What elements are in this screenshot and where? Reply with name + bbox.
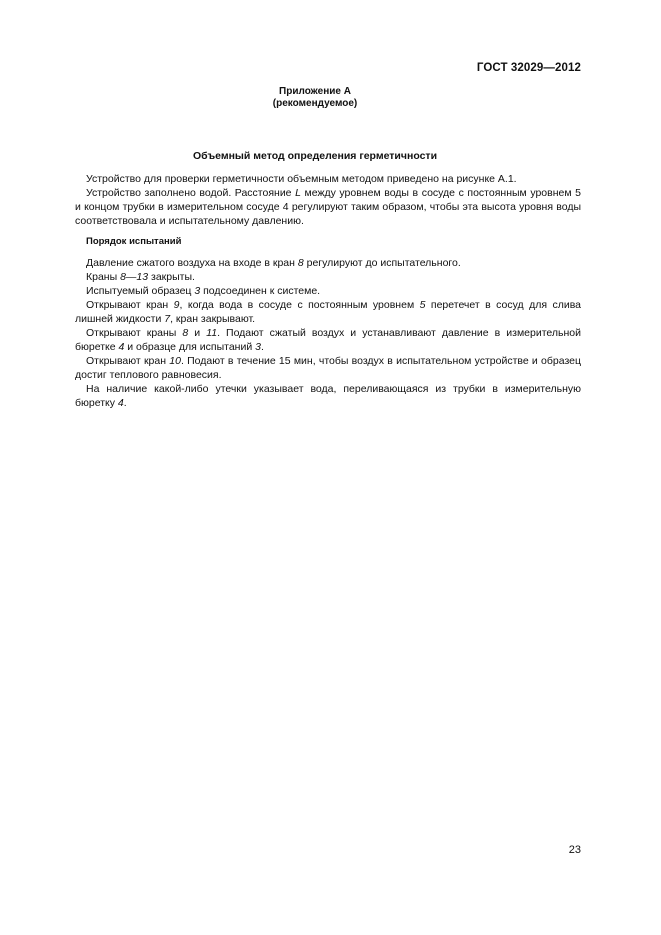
text-run: На наличие какой-либо утечки указывает вода, переливающаяся из трубки в измерительную бюретку [75,383,581,409]
procedure-step-4 [75,298,581,326]
text-run: перетечет в сосуд для слива лишней жидкости [75,299,581,325]
italic-ref: 3 [255,341,261,353]
italic-ref: 7 [164,313,171,325]
page-number: 23 [568,844,581,856]
document-body [75,172,581,410]
italic-ref: 8 [182,327,189,339]
text-run: и образце для испытаний [124,341,256,353]
procedure-step-2 [75,270,581,284]
text-run: закрыты. [148,271,195,283]
italic-ref: 5 [419,299,426,311]
italic-ref: 8—13 [120,271,149,283]
section-title: Объемный метод определения герметичности [192,150,438,162]
text-run: . Подают в течение 15 мин, чтобы воздух в испытательном устройстве и образец достиг теплового равновесия. [75,355,581,381]
annex-heading [0,86,630,110]
italic-symbol: L [295,187,301,199]
text-run: Открывают кран [86,299,174,311]
procedure-title: Порядок испытаний [86,236,182,247]
text-run: Открывают кран [86,355,170,367]
italic-ref: 9 [173,299,180,311]
text-run: , когда вода в сосуде с постоянным уровнем [179,299,420,311]
document-code: ГОСТ 32029—2012 [476,62,581,74]
text-run: регулируют до испытательного. [303,257,461,269]
italic-ref: 4 [117,397,124,409]
text-run: . [123,397,127,409]
text-run: и [188,327,207,339]
text-run: , кран закрывают. [170,313,256,325]
procedure-step-3 [75,284,581,298]
italic-ref: 11 [206,327,218,339]
italic-ref: 4 [118,341,125,353]
text-run: Краны [86,271,121,283]
procedure-step-6 [75,354,581,382]
text-run: Открывают краны [86,327,183,339]
text-run: подсоединен к системе. [200,285,321,297]
text-run: Испытуемый образец [86,285,195,297]
procedure-step-5 [75,326,581,354]
text-run: . Подают сжатый воздух и устанавливают давление в измерительной бюретке [75,327,581,353]
text-run: Давление сжатого воздуха на входе в кран [86,257,298,269]
italic-ref: 10 [169,355,181,367]
procedure-step-7 [75,382,581,410]
procedure-step-1 [75,256,581,270]
italic-ref: 3 [194,285,201,297]
text-run: Устройство заполнено водой. Расстояние [86,187,296,199]
text-run: между уровнем воды в сосуде с постоянным уровнем 5 и концом трубки в измерительном сосуде 4 регулируют таким образом, чтобы эта высота уровня воды соответствовала и испытательному давлению. [75,187,581,227]
annex-subtitle: (рекомендуемое) [272,98,358,109]
intro-paragraph-1: Устройство для проверки герметичности объемным методом приведено на рисунке А.1. [86,173,517,185]
annex-title: Приложение А [279,86,351,97]
text-run: . [260,341,264,353]
italic-ref: 8 [297,257,304,269]
intro-paragraph-2 [75,186,581,228]
